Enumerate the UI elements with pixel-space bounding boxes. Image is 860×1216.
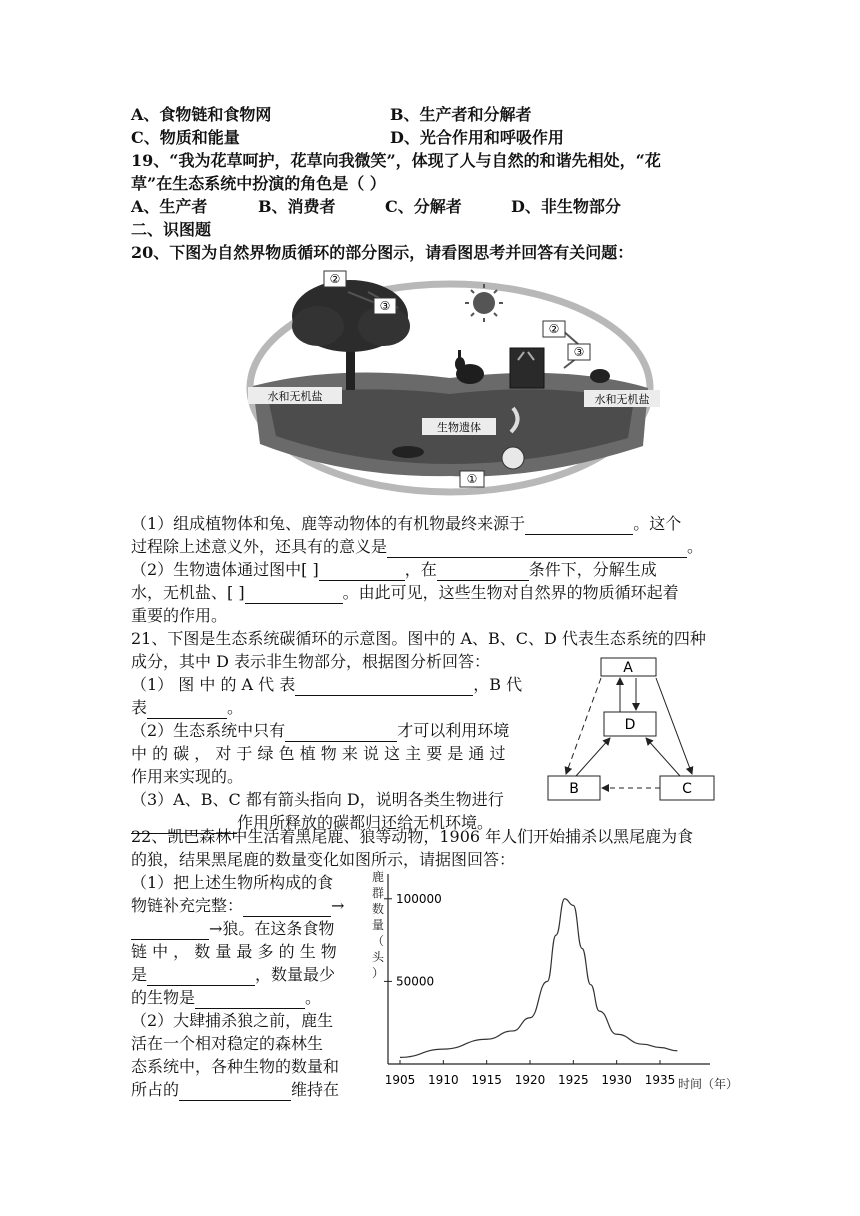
y-tick-label: 100000	[396, 891, 442, 906]
q21-answer-blank-3[interactable]	[285, 725, 397, 742]
box-a-label: A	[623, 660, 633, 676]
q21-p1-text-b: ，B 代	[473, 675, 523, 694]
deer-icon	[510, 348, 544, 388]
q20-p1-text-d: 。	[687, 537, 704, 556]
q22-p2-text-e: 维持在	[291, 1080, 340, 1099]
q18-option-b: B、生产者和分解者	[390, 105, 532, 124]
q21-answer-blank-2[interactable]	[147, 702, 227, 719]
q21-p2-line2: 中 的 碳 ， 对 于 绿 色 植 物 来 说 这 主 要 是 通 过	[131, 744, 506, 763]
label-water-right: 水和无机盐	[594, 393, 650, 406]
marker-1: ①	[466, 472, 478, 486]
q22-p1-text-h: 的生物是	[131, 988, 196, 1007]
label-remains: 生物遗体	[437, 421, 481, 434]
q22-p2-line1: （2）大肆捕杀狼之前，鹿生	[131, 1011, 334, 1030]
x-tick-label: 1925	[558, 1073, 589, 1087]
q22-p2-text-d: 所占的	[131, 1080, 180, 1099]
material-cycle-figure	[238, 268, 662, 498]
q22-answer-blank-3[interactable]	[147, 969, 255, 986]
x-tick-label: 1915	[471, 1073, 502, 1087]
box-b-label: B	[569, 781, 579, 797]
material-cycle-illustration	[238, 268, 662, 498]
q21-intro-line2: 成分，其中 D 表示非生物部分，根据图分析回答：	[131, 652, 491, 671]
q19-line2: 草”在生态系统中扮演的角色是（ ）	[131, 174, 386, 193]
q21-p1-line1	[131, 674, 522, 696]
q19-option-b: B、消费者	[258, 197, 336, 216]
q20-p2-line3: 重要的作用。	[131, 606, 228, 625]
deer-population-line	[400, 899, 677, 1058]
q22-p1-text-g: ，数量最少	[255, 965, 336, 984]
q20-intro: 20、下图为自然界物质循环的部分图示，请看图思考并回答有关问题：	[131, 243, 634, 262]
q20-answer-blank-4[interactable]	[437, 564, 529, 581]
q20-p1-text-a: （1）组成植物体和兔、鹿等动物体的有机物最终来源于	[131, 514, 526, 533]
q20-answer-blank-1[interactable]	[525, 518, 633, 535]
q21-intro-line1: 21、下图是生态系统碳循环的示意图。图中的 A、B、C、D 代表生态系统的四种	[131, 629, 706, 648]
q22-answer-blank-4[interactable]	[195, 992, 305, 1009]
q22-p1-text-i: 。	[305, 988, 322, 1007]
deer-population-chart-svg	[360, 868, 739, 1100]
arrow-a-to-c	[656, 678, 692, 774]
section-title: 二、识图题	[131, 220, 212, 239]
box-c-label: C	[682, 781, 692, 797]
q21-p1-text-c: 表	[131, 698, 148, 717]
x-tick-label: 1920	[514, 1073, 546, 1087]
y-axis-label: 鹿群数量（头）	[371, 870, 385, 980]
x-tick-label: 1910	[428, 1073, 459, 1087]
q21-answer-blank-1[interactable]	[295, 679, 473, 696]
sun-icon	[473, 292, 495, 314]
q22-intro-line2: 的狼，结果黑尾鹿的数量变化如图所示，请据图回答：	[131, 850, 516, 869]
q19-option-a: A、生产者	[131, 197, 208, 216]
q21-p1-text-a: （1） 图 中 的 A 代 表	[131, 675, 296, 694]
q20-p1-text-c: 过程除上述意义外，还具有的意义是	[131, 537, 388, 556]
q21-p2-text-b: 才可以利用环境	[397, 721, 510, 740]
q22-answer-blank-2[interactable]	[131, 923, 209, 940]
q19-option-c: C、分解者	[385, 197, 462, 216]
x-axis-label: 时间（年）	[678, 1077, 739, 1091]
q22-p1-line1: （1）把上述生物所构成的食	[131, 873, 334, 892]
q18-option-c: C、物质和能量	[131, 128, 240, 147]
q22-p1-arrow: →	[331, 896, 345, 915]
q22-p1-line5	[131, 964, 335, 986]
q20-p2-text-b: ，在	[404, 560, 437, 579]
q22-answer-blank-5[interactable]	[179, 1084, 291, 1101]
q20-p2-text-e: 。由此可见，这些生物对自然界的物质循环起着	[342, 583, 679, 602]
arrow-b-to-d	[576, 738, 610, 776]
carbon-cycle-diagram	[546, 656, 716, 804]
q22-p1-text-f: 是	[131, 965, 148, 984]
q20-p1-text-b: 。这个	[633, 514, 682, 533]
arrow-c-to-d	[646, 738, 680, 776]
q22-p1-line4: 链 中 ， 数 量 最 多 的 生 物	[131, 942, 337, 961]
q22-answer-blank-1[interactable]	[243, 900, 331, 917]
box-d-label: D	[624, 717, 636, 733]
remains-icon	[392, 446, 424, 458]
q22-p1-text-d: →狼。在这条食物	[209, 919, 335, 938]
deer-population-chart	[360, 868, 739, 1100]
q19-option-d: D、非生物部分	[511, 197, 621, 216]
q19-line1: 19、“我为花草呵护，花草向我微笑”，体现了人与自然的和谐先相处，“花	[131, 151, 661, 170]
q20-p2-line2	[131, 582, 679, 604]
arrow-a-to-b	[566, 678, 601, 774]
label-water-left: 水和无机盐	[267, 390, 323, 403]
q20-p1-line1	[131, 513, 681, 535]
q20-answer-blank-3[interactable]	[319, 564, 405, 581]
q18-option-d: D、光合作用和呼吸作用	[390, 128, 564, 147]
q20-answer-blank-2[interactable]	[387, 541, 687, 558]
marker-2-left: ②	[329, 272, 341, 286]
q20-answer-blank-5[interactable]	[245, 587, 343, 604]
marker-3-left: ③	[379, 299, 391, 313]
q21-p3-line1: （3）A、B、C 都有箭头指向 D，说明各类生物进行	[131, 790, 504, 809]
q20-p2-text-a: （2）生物遗体通过图中[ ]	[131, 560, 319, 579]
q20-p1-line2	[131, 536, 703, 558]
q22-p1-text-b: 物链补充完整：	[131, 896, 244, 915]
small-animal-icon	[590, 369, 610, 383]
q20-p2-text-c: 条件下，分解生成	[528, 560, 657, 579]
q20-p2-text-d: 水，无机盐、[ ]	[131, 583, 245, 602]
q20-p2-line1	[131, 559, 657, 581]
q21-p2-line1	[131, 720, 509, 742]
q22-p2-line2: 活在一个相对稳定的森林生	[131, 1034, 324, 1053]
marker-2-right: ②	[548, 322, 560, 336]
q21-p3-text-b: 作用所释放的碳都归还给无机环境。	[237, 813, 494, 832]
microbe-icon	[502, 447, 524, 469]
q22-p2-line3: 态系统中，各种生物的数量和	[131, 1057, 340, 1076]
marker-3-right: ③	[573, 345, 585, 359]
x-tick-label: 1905	[384, 1073, 416, 1087]
y-tick-label: 50000	[396, 974, 435, 989]
x-tick-label: 1930	[601, 1073, 632, 1087]
q22-p1-line2	[131, 895, 344, 917]
q21-p1-line2	[131, 697, 243, 719]
q22-p2-line4	[131, 1079, 339, 1101]
q21-p2-text-a: （2）生态系统中只有	[131, 721, 286, 740]
q22-intro-line1: 22、凯巴森林中生活着黑尾鹿、狼等动物，1906 年人们开始捕杀以黑尾鹿为食	[131, 827, 694, 846]
q21-p2-line3: 作用来实现的。	[131, 767, 244, 786]
x-tick-label: 1935	[644, 1073, 676, 1087]
q18-option-a: A、食物链和食物网	[131, 105, 272, 124]
q22-p1-line3	[131, 918, 334, 940]
q21-p1-text-d: 。	[227, 698, 244, 717]
q22-p1-line6	[131, 987, 321, 1009]
